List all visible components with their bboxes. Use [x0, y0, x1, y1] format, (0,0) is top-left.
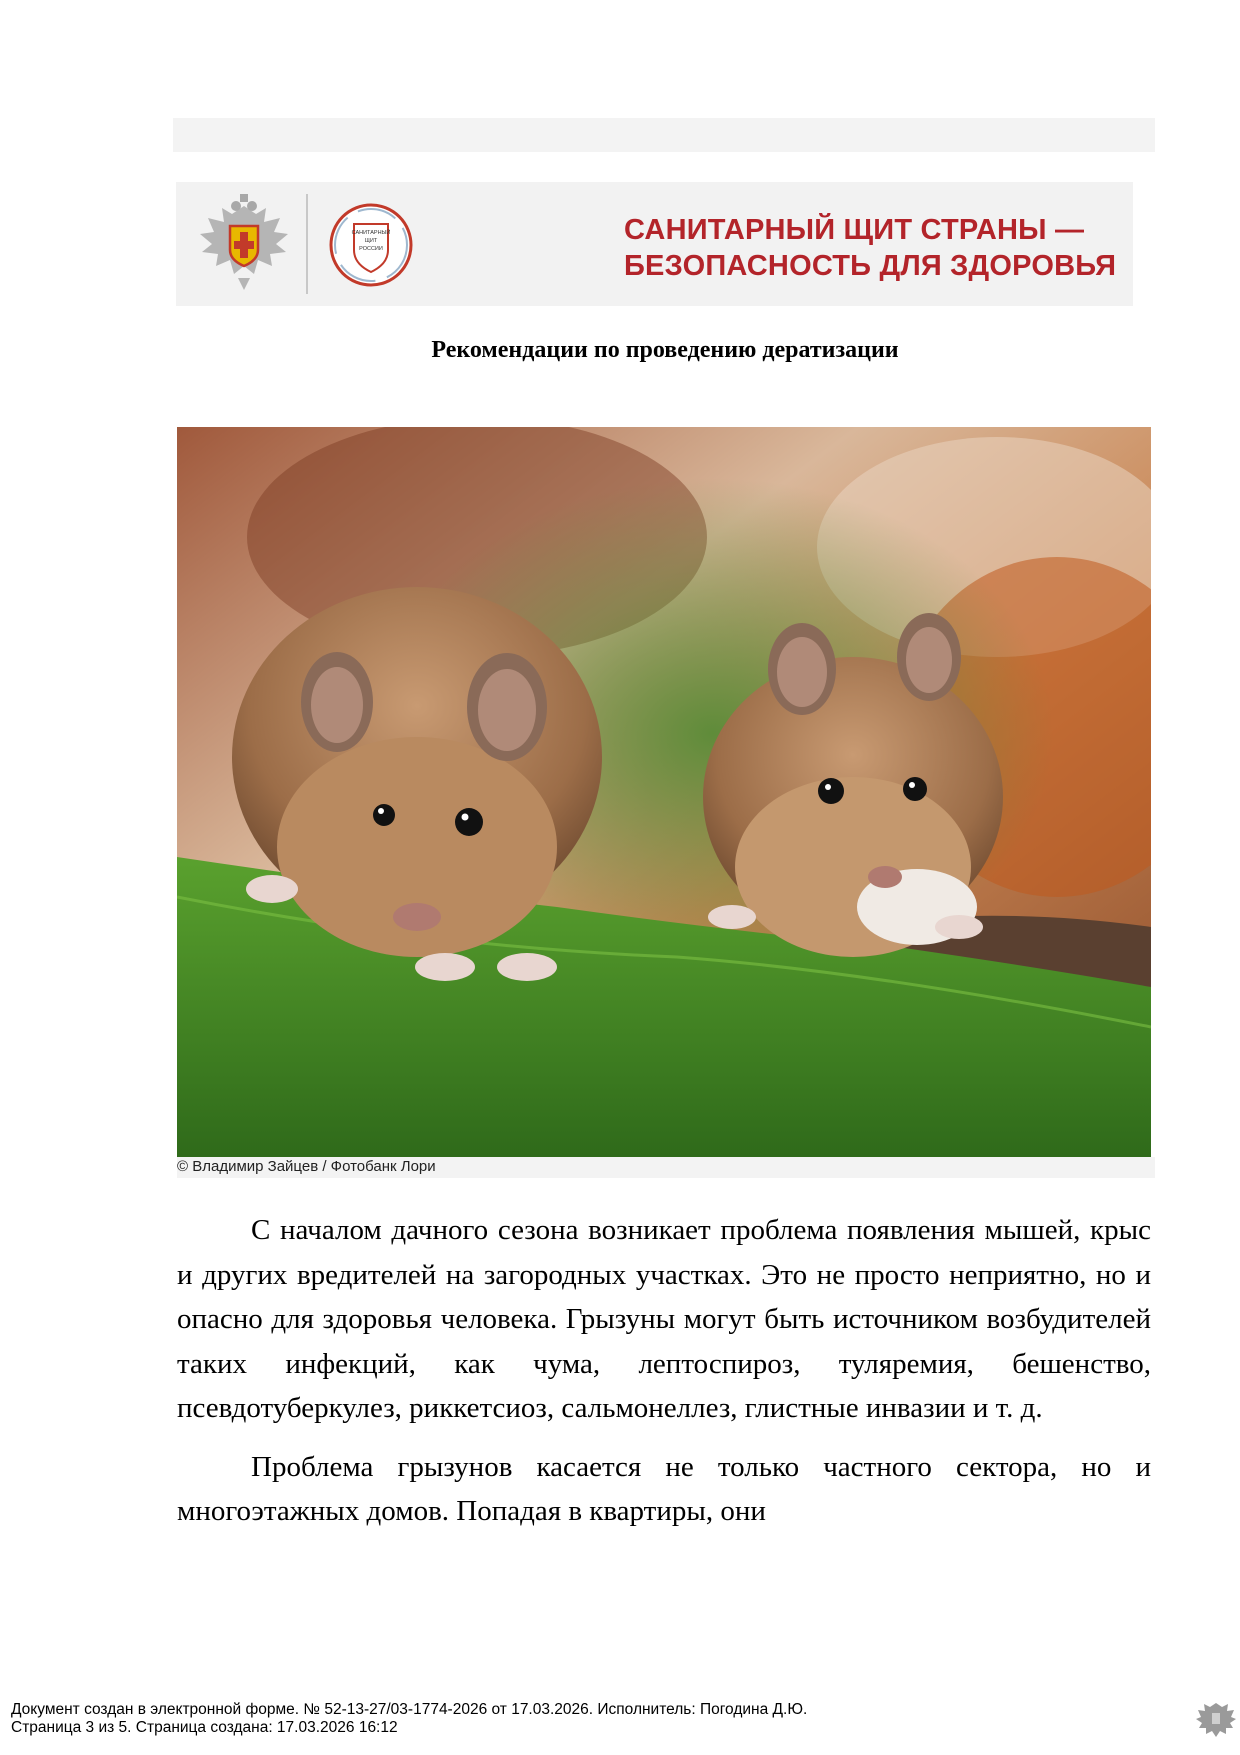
shield-logo-line3: РОССИИ — [359, 246, 383, 252]
campaign-slogan — [624, 212, 1124, 284]
paragraph: С началом дачного сезона возникает проблема появления мышей, крыс и других вредителей на загородных участках. Это не просто неприятно, но и опасно для здоровья человека. Грызуны могут быть источником возбудителей таких инфекций, как чума, лептоспироз, туляремия, бешенство, псевдотуберкулез, риккетсиоз, сальмонеллез, глистные инвазии и т. д. — [177, 1214, 1151, 1424]
paragraph: Проблема грызунов касается не только частного сектора, но и многоэтажных домов. Попадая в квартиры, они — [177, 1450, 1151, 1527]
document-footer — [11, 1701, 807, 1737]
slogan-line-1: САНИТАРНЫЙ ЩИТ СТРАНЫ — — [624, 214, 1085, 246]
mice-photo-illustration — [177, 427, 1151, 1157]
shield-logo-line1: САНИТАРНЫЙ — [351, 230, 391, 236]
rospotrebnadzor-emblem-icon — [194, 192, 294, 296]
photo-caption: © Владимир Зайцев / Фотобанк Лори — [177, 1158, 436, 1175]
slogan-line-2: БЕЗОПАСНОСТЬ ДЛЯ ЗДОРОВЬЯ — [624, 250, 1117, 282]
campaign-banner — [176, 182, 1133, 306]
coat-of-arms-icon — [1194, 1697, 1238, 1741]
footer-line-1: Документ создан в электронной форме. № 52-13-27/03-1774-2026 от 17.03.2026. Исполнитель: Погодина Д.Ю. — [11, 1701, 808, 1718]
sanitary-shield-logo-icon — [324, 200, 418, 290]
banner-divider — [306, 194, 308, 294]
photo-caption-bar — [177, 1157, 1155, 1178]
document-title: Рекомендации по проведению дератизации — [431, 337, 899, 363]
header-strip — [173, 118, 1155, 152]
document-body — [177, 1208, 1151, 1548]
footer-line-2: Страница 3 из 5. Страница создана: 17.03.2026 16:12 — [11, 1719, 398, 1736]
shield-logo-line2: ЩИТ — [364, 238, 378, 244]
mice-photo — [177, 427, 1151, 1157]
